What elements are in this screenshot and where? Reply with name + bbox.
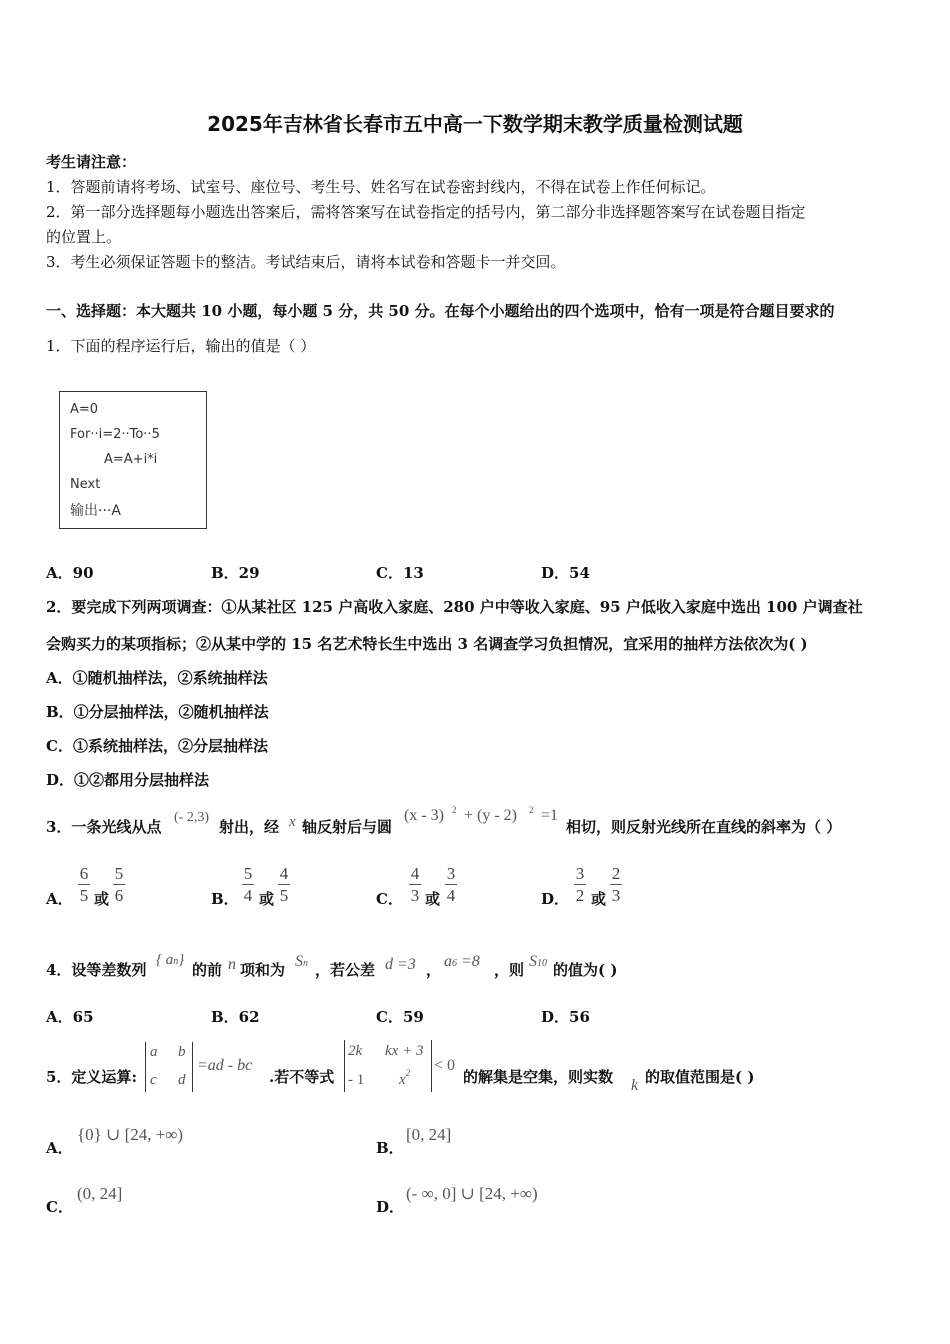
notice-item: 1．答题前请将考场、试室号、座位号、考生号、姓名写在试卷密封线内，不得在试卷上作任何标记。	[46, 178, 716, 196]
q4-stem-part: 的前	[192, 961, 223, 979]
q3-square: 2	[529, 805, 534, 815]
q5-stem-part: .若不等式	[269, 1068, 335, 1086]
q5-stem-part: 的取值范围是( )	[645, 1068, 755, 1086]
q4-stem-part: ，若公差	[315, 961, 376, 979]
q3-stem-part: 轴反射后与圆	[302, 818, 393, 836]
q4-sequence: { an}	[156, 952, 185, 968]
q3-option-d[interactable]: D．	[541, 890, 570, 908]
q2-option-a[interactable]: A．①随机抽样法，②系统抽样法	[46, 669, 268, 687]
determinant: a b c d	[145, 1042, 193, 1092]
q4-option-b[interactable]: B．62	[211, 1008, 260, 1026]
q3-point: (- 2,3)	[174, 810, 209, 825]
q5-stem-part: 的解集是空集，则实数	[463, 1068, 614, 1086]
q1-option-b[interactable]: B．29	[211, 564, 260, 582]
q4-common-difference: d =3	[385, 956, 416, 973]
q3-axis: x	[289, 814, 296, 830]
q3-option-a[interactable]: A．	[46, 890, 73, 908]
q1-option-d[interactable]: D．54	[541, 564, 590, 582]
fraction: 2 3	[611, 864, 621, 905]
or-text: 或	[259, 890, 275, 908]
q4-stem-part: 的值为( )	[553, 961, 618, 979]
q4-stem-part: 项和为	[240, 961, 286, 979]
code-line: 输出···A	[70, 503, 121, 519]
q2-option-c[interactable]: C．①系统抽样法，②分层抽样法	[46, 737, 268, 755]
q5-option-a-value: {0} ∪ [24, +∞)	[77, 1125, 184, 1144]
q2-stem: 2．要完成下列两项调查：①从某社区 125 户高收入家庭、280 户中等收入家庭、95 户低收入家庭中选出 100 户调查社	[46, 598, 863, 616]
fraction: 4 3	[410, 864, 420, 905]
q5-option-b[interactable]: B．	[376, 1139, 404, 1157]
q2-option-d[interactable]: D．①②都用分层抽样法	[46, 771, 210, 789]
q3-circle-b: + (y - 2)	[464, 807, 518, 824]
q4-option-c[interactable]: C．59	[376, 1008, 424, 1026]
fraction: 6 5	[79, 864, 89, 905]
q4-stem-part: 4．设等差数列	[46, 961, 147, 979]
q5-option-d[interactable]: D．	[376, 1198, 405, 1216]
q4-sum: Sn	[295, 953, 308, 970]
q3-circle-c: =1	[541, 807, 559, 824]
q3-square: 2	[452, 805, 457, 815]
fraction: 3 2	[575, 864, 585, 905]
q5-option-c[interactable]: C．	[46, 1198, 73, 1216]
notice-heading: 考生请注意：	[46, 153, 137, 171]
q4-a6: a6 =8	[444, 953, 480, 970]
q4-stem-part: ，则	[494, 961, 525, 979]
program-box	[59, 391, 207, 529]
q2-option-b[interactable]: B．①分层抽样法，②随机抽样法	[46, 703, 269, 721]
q5-option-c-value: (0, 24]	[77, 1184, 123, 1203]
notice-item: 2．第一部分选择题每小题选出答案后，需将答案写在试卷指定的括号内，第二部分非选择题答案写在试卷题目指定	[46, 203, 806, 221]
section-heading: 一、选择题：本大题共 10 小题，每小题 5 分，共 50 分。在每个小题给出的四个选项中，恰有一项是符合题目要求的	[46, 302, 835, 320]
q1-option-a[interactable]: A．90	[46, 564, 94, 582]
less-than-zero: < 0	[434, 1057, 456, 1074]
fraction: 3 4	[446, 864, 456, 905]
q3-circle-a: (x - 3)	[404, 807, 444, 824]
q5-option-d-value: (- ∞, 0] ∪ [24, +∞)	[406, 1184, 538, 1203]
or-text: 或	[94, 890, 110, 908]
page-title: 2025年吉林省长春市五中高一下数学期末教学质量检测试题	[207, 112, 743, 136]
code-line: Next	[70, 477, 101, 492]
q3-option-c[interactable]: C．	[376, 890, 403, 908]
q3-stem-part: 相切，则反射光线所在直线的斜率为（ ）	[566, 818, 842, 836]
q4-option-a[interactable]: A．65	[46, 1008, 94, 1026]
fraction: 4 5	[279, 864, 289, 905]
q4-option-d[interactable]: D．56	[541, 1008, 590, 1026]
q2-stem-cont: 会购买力的某项指标；②从某中学的 15 名艺术特长生中选出 3 名调查学习负担情况，宜采用的抽样方法依次为( )	[46, 635, 808, 653]
inequality-matrix: 2k kx + 3 - 1 $x^2$	[344, 1040, 432, 1092]
or-text: 或	[425, 890, 441, 908]
q5-option-b-value: [0, 24]	[406, 1125, 452, 1144]
code-line: A=A+i*i	[104, 452, 158, 467]
q4-stem-part: ，	[426, 961, 442, 979]
notice-item: 3．考生必须保证答题卡的整洁。考试结束后，请将本试卷和答题卡一并交回。	[46, 253, 566, 271]
code-line: A=0	[70, 402, 99, 417]
notice-item: 的位置上。	[46, 228, 122, 246]
code-line: For··i=2··To··5	[70, 427, 160, 442]
q5-stem-part: 5．定义运算:	[46, 1068, 137, 1086]
determinant-definition: =ad - bc	[197, 1057, 253, 1074]
or-text: 或	[591, 890, 607, 908]
q1-stem: 1．下面的程序运行后，输出的值是（ ）	[46, 337, 316, 355]
q3-stem-part: 射出，经	[219, 818, 280, 836]
fraction: 5 6	[114, 864, 124, 905]
q4-s10: S10	[529, 953, 547, 970]
q4-n: n	[228, 956, 236, 973]
fraction: 5 4	[243, 864, 253, 905]
q3-option-b[interactable]: B．	[211, 890, 239, 908]
q1-option-c[interactable]: C．13	[376, 564, 424, 582]
q5-k: k	[631, 1077, 639, 1094]
q5-option-a[interactable]: A．	[46, 1139, 73, 1157]
q3-stem-part: 3．一条光线从点	[46, 818, 162, 836]
